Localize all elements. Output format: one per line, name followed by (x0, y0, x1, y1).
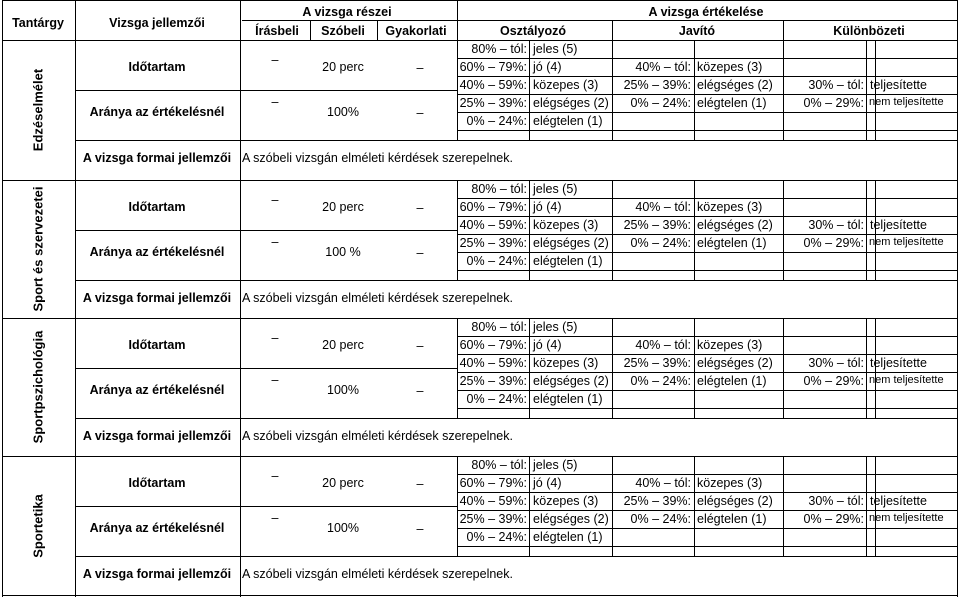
share-label: Aránya az értékelésnél (89, 245, 225, 259)
table-border (612, 40, 613, 140)
classifying-range: 0% – 24%: (466, 530, 527, 544)
classifying-range: 25% – 39%: (459, 512, 527, 526)
correction-grade: közepes (3) (697, 200, 763, 214)
classifying-range: 25% – 39%: (459, 374, 527, 388)
oral-share: 100% (327, 521, 359, 535)
classifying-range: 60% – 79%: (459, 60, 527, 74)
classifying-range: 80% – tól: (471, 458, 527, 472)
table-border (783, 456, 784, 556)
table-border (2, 0, 3, 597)
oral-duration: 20 perc (322, 60, 364, 74)
correction-grade: elégséges (2) (697, 218, 773, 232)
practical-duration-dash: – (416, 61, 424, 75)
header-practical: Gyakorlati (385, 24, 447, 38)
correction-range: 25% – 39%: (623, 78, 691, 92)
classifying-range: 80% – tól: (471, 320, 527, 334)
classifying-grade: elégséges (2) (533, 512, 609, 526)
subject-label: Edzéselmélet (30, 68, 46, 152)
header-evaluation: A vizsga értékelése (648, 5, 764, 19)
header-characteristics: Vizsga jellemzői (109, 16, 205, 30)
correction-range: 40% – tól: (635, 200, 691, 214)
correction-grade: elégséges (2) (697, 356, 773, 370)
table-border (866, 318, 867, 418)
classifying-range: 25% – 39%: (459, 236, 527, 250)
form-label: A vizsga formai jellemzői (82, 429, 232, 443)
classifying-grade: jeles (5) (533, 320, 578, 334)
table-border (75, 556, 958, 557)
classifying-range: 60% – 79%: (459, 338, 527, 352)
header-classifying: Osztályozó (500, 24, 566, 38)
table-border (310, 20, 311, 41)
table-border (866, 180, 867, 280)
correction-range: 40% – tól: (635, 476, 691, 490)
classifying-range: 80% – tól: (471, 42, 527, 56)
table-border (694, 456, 695, 556)
table-border (866, 456, 867, 556)
share-label: Aránya az értékelésnél (89, 105, 225, 119)
table-border (457, 270, 958, 271)
differential-range: 0% – 29%: (803, 236, 864, 250)
classifying-range: 40% – 59%: (459, 218, 527, 232)
table-border (529, 180, 530, 280)
table-border (2, 595, 958, 596)
duration-label: Időtartam (128, 338, 186, 352)
form-text: A szóbeli vizsgán elméleti kérdések szerepelnek. (242, 151, 513, 165)
differential-grade: teljesítette (870, 356, 927, 370)
differential-grade: nem teljesítette (869, 96, 944, 108)
table-border (457, 40, 458, 140)
table-border (529, 456, 530, 556)
table-border (612, 456, 613, 556)
differential-grade: teljesítette (870, 494, 927, 508)
share-label: Aránya az értékelésnél (89, 383, 225, 397)
table-border (612, 20, 613, 41)
table-border (457, 456, 458, 556)
table-border (75, 280, 958, 281)
table-border (75, 230, 458, 231)
practical-share-dash: – (416, 522, 424, 536)
differential-grade: nem teljesítette (869, 374, 944, 386)
duration-label: Időtartam (128, 476, 186, 490)
table-border (2, 0, 958, 1)
differential-range: 30% – tól: (808, 78, 864, 92)
classifying-grade: jó (4) (533, 60, 562, 74)
table-border (75, 368, 458, 369)
correction-grade: közepes (3) (697, 476, 763, 490)
table-border (783, 180, 784, 280)
classifying-grade: elégtelen (1) (533, 392, 603, 406)
table-border (457, 0, 458, 40)
classifying-grade: jó (4) (533, 200, 562, 214)
classifying-grade: elégtelen (1) (533, 254, 603, 268)
classifying-range: 25% – 39%: (459, 96, 527, 110)
oral-duration: 20 perc (322, 476, 364, 490)
practical-share-dash: – (416, 384, 424, 398)
header-parts: A vizsga részei (302, 5, 392, 19)
duration-label: Időtartam (128, 200, 186, 214)
correction-grade: közepes (3) (697, 60, 763, 74)
table-border (242, 20, 958, 21)
classifying-grade: elégséges (2) (533, 96, 609, 110)
written-share-dash: – (271, 511, 279, 525)
table-border (457, 130, 958, 131)
correction-range: 0% – 24%: (630, 374, 691, 388)
differential-range: 0% – 29%: (803, 374, 864, 388)
practical-duration-dash: – (416, 339, 424, 353)
correction-grade: elégtelen (1) (697, 236, 767, 250)
written-share-dash: – (271, 235, 279, 249)
correction-range: 40% – tól: (635, 338, 691, 352)
differential-grade: teljesítette (870, 218, 927, 232)
classifying-grade: közepes (3) (533, 356, 599, 370)
table-border (783, 20, 784, 41)
differential-range: 30% – tól: (808, 494, 864, 508)
header-differential: Különbözeti (833, 24, 905, 38)
differential-grade: nem teljesítette (869, 512, 944, 524)
classifying-grade: jó (4) (533, 338, 562, 352)
form-text: A szóbeli vizsgán elméleti kérdések szerepelnek. (242, 567, 513, 581)
practical-duration-dash: – (416, 201, 424, 215)
table-border (694, 318, 695, 418)
correction-grade: elégséges (2) (697, 494, 773, 508)
table-border (75, 418, 958, 419)
table-border (783, 40, 784, 140)
correction-grade: elégtelen (1) (697, 96, 767, 110)
practical-duration-dash: – (416, 477, 424, 491)
header-oral: Szóbeli (321, 24, 365, 38)
differential-range: 30% – tól: (808, 356, 864, 370)
oral-share: 100% (327, 105, 359, 119)
table-border (612, 318, 613, 418)
table-border (75, 90, 458, 91)
correction-range: 0% – 24%: (630, 96, 691, 110)
table-border (457, 546, 958, 547)
classifying-grade: közepes (3) (533, 218, 599, 232)
oral-share: 100 % (325, 245, 361, 259)
differential-grade: nem teljesítette (869, 236, 944, 248)
classifying-grade: jeles (5) (533, 458, 578, 472)
classifying-grade: jeles (5) (533, 182, 578, 196)
oral-duration: 20 perc (322, 200, 364, 214)
written-duration-dash: – (271, 331, 279, 345)
written-duration-dash: – (271, 469, 279, 483)
practical-share-dash: – (416, 246, 424, 260)
header-written: Írásbeli (255, 24, 299, 38)
classifying-range: 40% – 59%: (459, 78, 527, 92)
table-border (75, 140, 958, 141)
table-border (866, 40, 867, 140)
classifying-range: 80% – tól: (471, 182, 527, 196)
table-border (694, 40, 695, 140)
classifying-range: 0% – 24%: (466, 114, 527, 128)
form-text: A szóbeli vizsgán elméleti kérdések szerepelnek. (242, 429, 513, 443)
written-share-dash: – (271, 95, 279, 109)
written-duration-dash: – (271, 53, 279, 67)
share-label: Aránya az értékelésnél (89, 521, 225, 535)
classifying-grade: jeles (5) (533, 42, 578, 56)
differential-grade: teljesítette (870, 78, 927, 92)
classifying-grade: elégtelen (1) (533, 530, 603, 544)
classifying-grade: közepes (3) (533, 494, 599, 508)
classifying-range: 40% – 59%: (459, 494, 527, 508)
table-border (75, 506, 458, 507)
correction-range: 40% – tól: (635, 60, 691, 74)
classifying-grade: elégséges (2) (533, 236, 609, 250)
form-label: A vizsga formai jellemzői (82, 151, 232, 165)
differential-range: 0% – 29%: (803, 512, 864, 526)
differential-range: 0% – 29%: (803, 96, 864, 110)
correction-range: 25% – 39%: (623, 356, 691, 370)
classifying-range: 0% – 24%: (466, 254, 527, 268)
written-duration-dash: – (271, 193, 279, 207)
form-label: A vizsga formai jellemzői (82, 567, 232, 581)
correction-grade: közepes (3) (697, 338, 763, 352)
correction-range: 0% – 24%: (630, 512, 691, 526)
header-subject: Tantárgy (12, 16, 64, 30)
oral-share: 100% (327, 383, 359, 397)
differential-range: 30% – tól: (808, 218, 864, 232)
subject-label: Sport és szervezetei (30, 186, 46, 312)
form-label: A vizsga formai jellemzői (82, 291, 232, 305)
correction-grade: elégtelen (1) (697, 374, 767, 388)
subject-label: Sportetika (30, 493, 46, 558)
correction-range: 25% – 39%: (623, 494, 691, 508)
table-border (457, 180, 458, 280)
table-border (457, 408, 958, 409)
practical-share-dash: – (416, 106, 424, 120)
correction-grade: elégséges (2) (697, 78, 773, 92)
table-border (612, 180, 613, 280)
oral-duration: 20 perc (322, 338, 364, 352)
correction-range: 25% – 39%: (623, 218, 691, 232)
subject-label: Sportpszichológia (30, 330, 46, 444)
table-border (529, 318, 530, 418)
table-border (377, 20, 378, 41)
classifying-range: 0% – 24%: (466, 392, 527, 406)
table-border (694, 180, 695, 280)
written-share-dash: – (271, 373, 279, 387)
classifying-grade: jó (4) (533, 476, 562, 490)
form-text: A szóbeli vizsgán elméleti kérdések szerepelnek. (242, 291, 513, 305)
table-border (783, 318, 784, 418)
table-border (457, 318, 458, 418)
classifying-grade: közepes (3) (533, 78, 599, 92)
classifying-range: 60% – 79%: (459, 200, 527, 214)
header-correction: Javító (678, 24, 716, 38)
table-border (529, 40, 530, 140)
correction-grade: elégtelen (1) (697, 512, 767, 526)
classifying-grade: elégséges (2) (533, 374, 609, 388)
classifying-grade: elégtelen (1) (533, 114, 603, 128)
classifying-range: 40% – 59%: (459, 356, 527, 370)
duration-label: Időtartam (128, 60, 186, 74)
table-border (957, 0, 958, 597)
classifying-range: 60% – 79%: (459, 476, 527, 490)
correction-range: 0% – 24%: (630, 236, 691, 250)
